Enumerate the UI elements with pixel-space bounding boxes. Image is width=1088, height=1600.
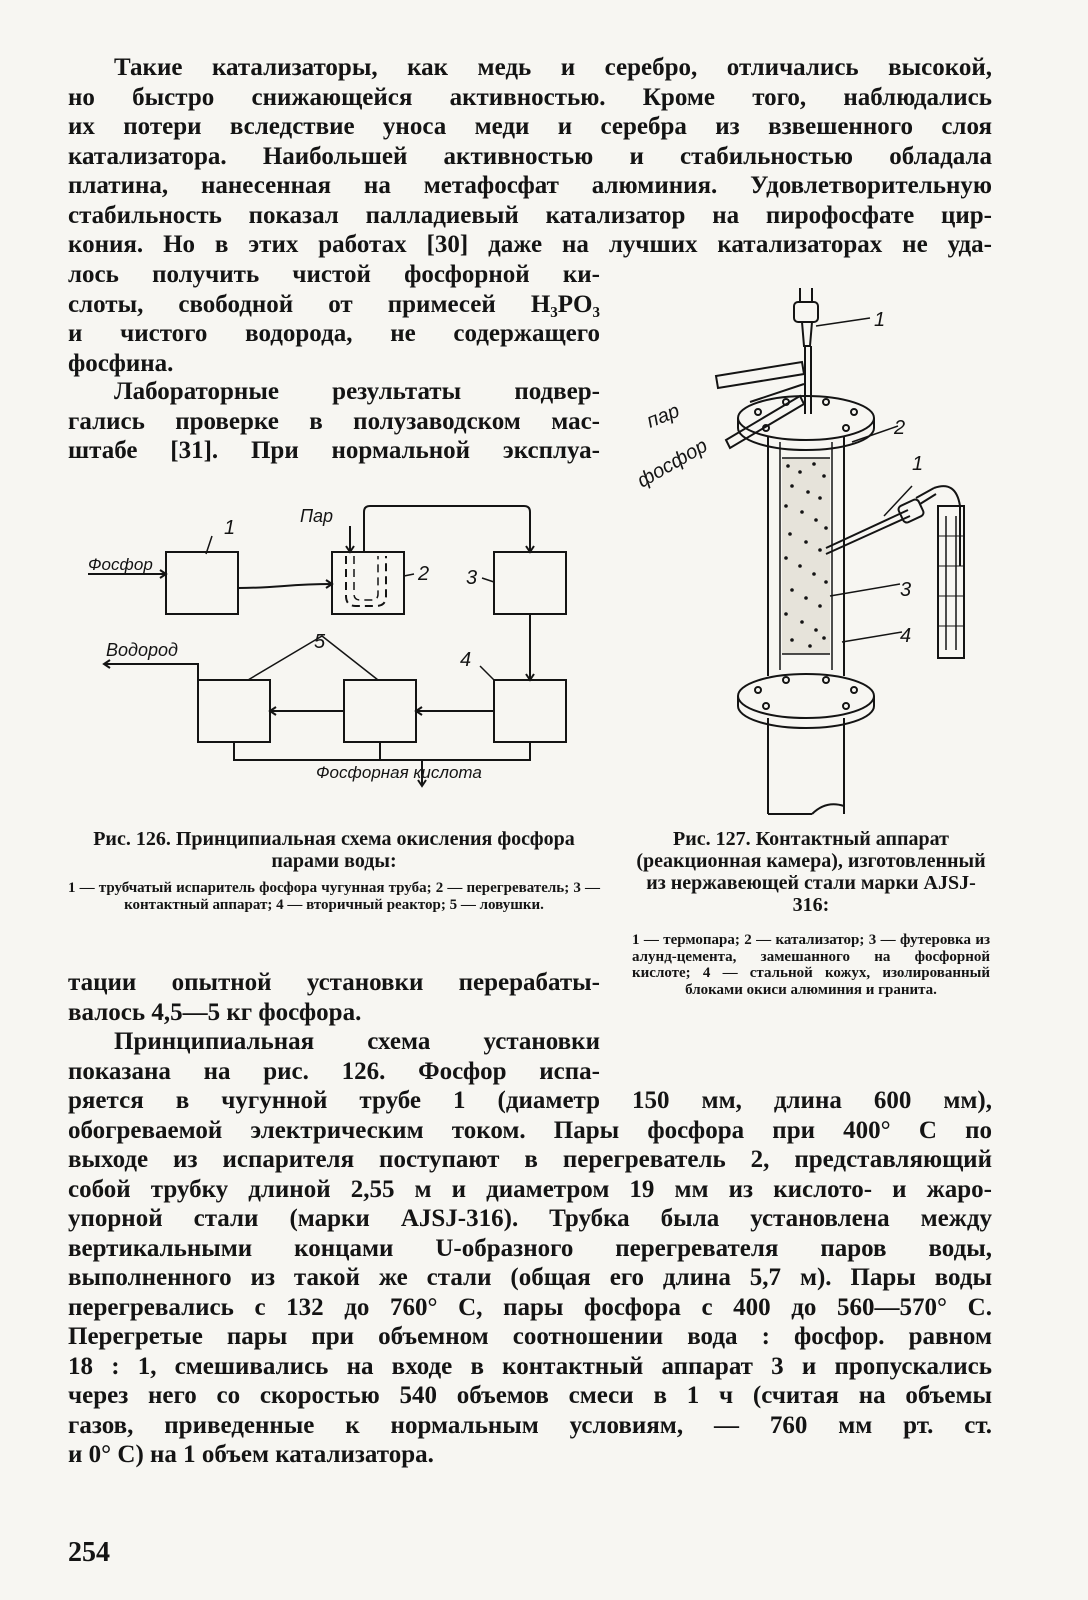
figure-127-drawing: [616, 266, 1006, 826]
label-3: 3: [466, 567, 478, 589]
text-line: но быстро снижающейся активностью. Кроме того, наблюдались: [68, 83, 992, 111]
figure-127-caption-title: Рис. 127. Контактный аппарат (реакционная камера), изготовленный из нержавеющей стали марки AJSJ-316:: [636, 828, 986, 916]
text-line: тации опытной установки перерабаты-: [68, 969, 600, 996]
label-4: 4: [460, 649, 472, 671]
label-phosphor: Фосфор: [88, 555, 153, 574]
label-steam: пар: [643, 399, 683, 433]
label-1-top: 1: [874, 309, 886, 331]
label-4: 4: [900, 625, 912, 647]
text-line: стабильность показал палладиевый катализатор на пирофосфате цир-: [68, 201, 992, 229]
text-line: и 0° С) на 1 объем катализатора.: [68, 1441, 434, 1468]
text-line: валось 4,5—5 кг фосфора.: [68, 998, 362, 1026]
text-line: Лабораторные результаты подвер-: [114, 378, 600, 405]
paragraph-left-2: [68, 377, 600, 466]
label-2: 2: [418, 563, 430, 585]
text-line: и чистого водорода, не содержащего: [68, 320, 600, 347]
box-trap-right: [344, 680, 416, 742]
text-line: обогреваемой электрическим током. Пары фосфора при 400° С по: [68, 1116, 992, 1144]
box-contact-apparatus: [494, 552, 566, 614]
label-3: 3: [900, 579, 912, 601]
figure-126-diagram: [88, 496, 608, 816]
text-line: упорной стали (марки AJSJ-316). Трубка была установлена между: [68, 1205, 992, 1232]
u-tube: [346, 556, 386, 606]
label-5: 5: [314, 631, 326, 653]
bottom-flange: [738, 674, 874, 718]
text-line: Такие катализаторы, как медь и серебро, отличались высокой,: [114, 54, 992, 81]
text-line: катализатора. Наибольшей активностью и стабильностью обладала: [68, 142, 992, 170]
label-1: 1: [224, 517, 236, 539]
text-line: собой трубку длиной 2,55 м и диаметром 19 мм из кислото- и жаро-: [68, 1175, 992, 1203]
paragraph-top: [68, 53, 992, 260]
text-line: лось получить чистой фосфорной ки-: [68, 261, 600, 288]
page-number: 254: [68, 1537, 110, 1568]
text-line: Перегретые пары при объемном соотношении вода : фосфор. равном: [68, 1323, 992, 1350]
text-line: слоты, свободной от примесей H₃PO₃: [68, 290, 600, 318]
text-line: 18 : 1, смешивались на входе в контактный аппарат 3 и пропускались: [68, 1352, 992, 1380]
paragraph-left-4: [68, 1027, 600, 1086]
paragraph-left-3: [68, 968, 600, 1027]
label-steam: Пар: [300, 506, 334, 526]
paragraph-left-1: [68, 260, 600, 378]
box-trap-left: [198, 680, 270, 742]
text-line: выполненного из такой же стали (общая его длина 5,7 м). Пары воды: [68, 1264, 992, 1291]
text-line: показана на рис. 126. Фосфор испа-: [68, 1057, 600, 1085]
text-line: гались проверке в полузаводском мас-: [68, 407, 600, 435]
label-hydrogen: Водород: [106, 640, 178, 660]
box-superheater: [332, 552, 404, 614]
text-line: штабе [31]. При нормальной эксплуа-: [68, 437, 600, 464]
text-line: платина, нанесенная на метафосфат алюминия. Удовлетворительную: [68, 172, 992, 199]
figure-127-caption-body: 1 — термопара; 2 — катализатор; 3 — футеровка из алунд-цемента, замешанного на фосфорной кислоте; 4 — стальной кожух, изолированный блоками окиси алюминия и гранита.: [632, 932, 990, 998]
text-line: выходе из испарителя поступают в перегреватель 2, представляющий: [68, 1146, 992, 1173]
text-line: перегревались с 132 до 760° С, пары фосфора с 400 до 560—570° С.: [68, 1293, 992, 1321]
text-line: их потери вследствие уноса меди и серебра из взвешенного слоя: [68, 113, 992, 140]
label-1-side: 1: [912, 453, 924, 475]
text-line: фосфина.: [68, 349, 174, 377]
text-line: через него со скоростью 540 объемов смеси в 1 ч (считая на объемы: [68, 1382, 992, 1409]
label-2: 2: [894, 417, 906, 439]
box-secondary-reactor: [494, 680, 566, 742]
figure-126-caption-body: 1 — трубчатый испаритель фосфора чугунная труба; 2 — перегреватель; 3 — контактный аппарат; 4 — вторичный реактор; 5 — ловушки.: [68, 880, 600, 913]
text-line: ряется в чугунной трубе 1 (диаметр 150 мм, длина 600 мм),: [68, 1087, 992, 1114]
text-line: кония. Но в этих работах [30] даже на лучших катализаторах не уда-: [68, 231, 992, 258]
box-evaporator: [166, 552, 238, 614]
text-line: Принципиальная схема установки: [114, 1028, 600, 1055]
text-line: газов, приведенные к нормальным условиям, — 760 мм рт. ст.: [68, 1411, 992, 1439]
label-acid: Фосфорная кислота: [316, 763, 482, 782]
figure-126-caption-title: Рис. 126. Принципиальная схема окисления фосфора парами воды:: [93, 828, 575, 872]
paragraph-bottom: [68, 1086, 992, 1470]
label-phosphor: фосфор: [633, 434, 712, 493]
text-line: вертикальными концами U-образного перегревателя паров воды,: [68, 1234, 992, 1262]
catalyst-zone: [782, 458, 830, 654]
